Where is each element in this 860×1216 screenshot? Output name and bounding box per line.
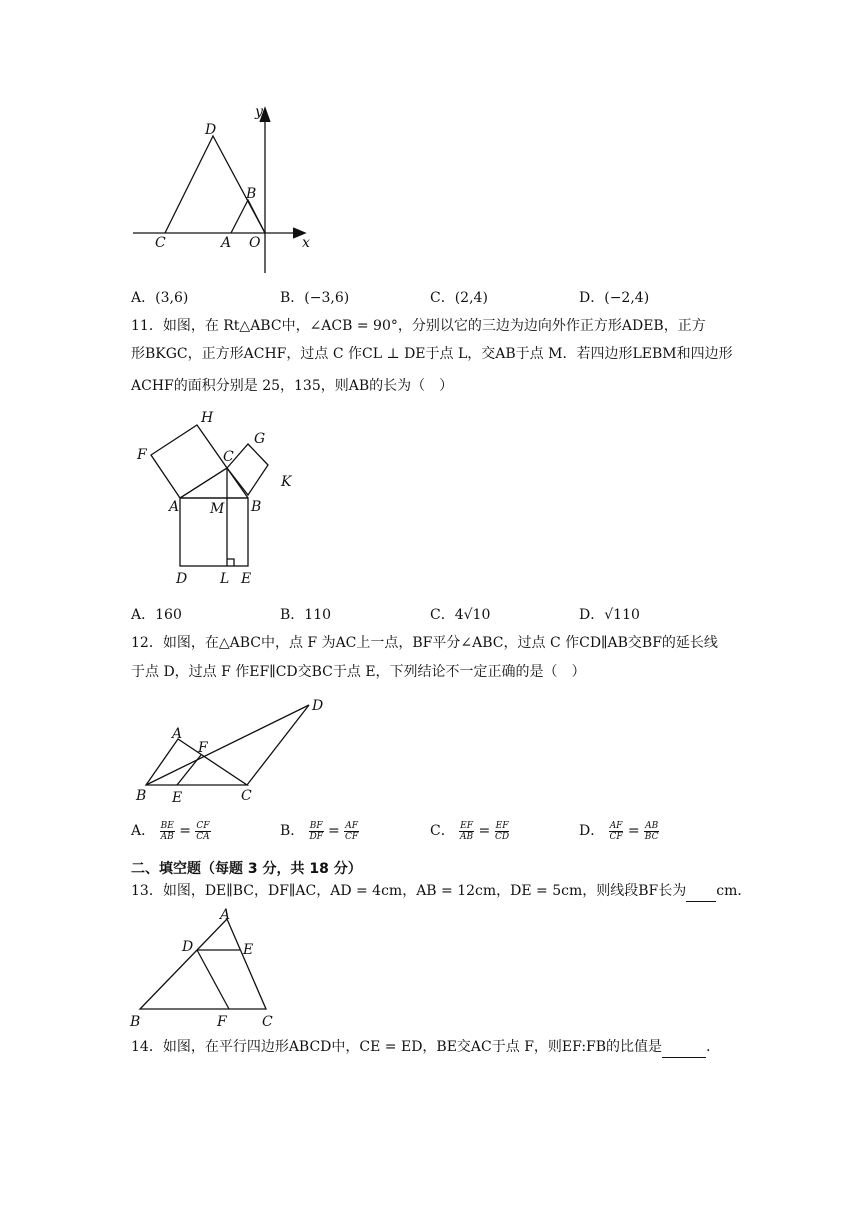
triangle-abc [140, 919, 266, 1009]
right-angle-mark [227, 559, 234, 566]
label-c: C [223, 449, 234, 465]
q14-text: 14．如图，在平行四边形ABCD中，CE = ED，BE交AC于点 F，则EF:FB的比值是 ． [131, 1037, 720, 1058]
fraction: $\frac{EF}{CD}$ [495, 820, 510, 842]
q12-line-2: 于点 D，过点 F 作EF∥CD交BC于点 E，下列结论不一定正确的是（ ） [131, 664, 586, 680]
label-d: D [176, 571, 188, 587]
q11-line-1: 11．如图，在 Rt△ABC中，∠ACB = 90°，分别以它的三边为边向外作正方形ADEB，正方 [131, 318, 706, 334]
answer-blank[interactable] [686, 881, 716, 902]
fraction: $\frac{BE}{AB}$ [160, 820, 174, 842]
q13-figure [125, 905, 285, 1035]
q11-choice-b[interactable]: B．110 [280, 607, 332, 623]
label-k: K [281, 474, 292, 490]
q12-line-1: 12．如图，在△ABC中，点 F 为AC上一点，BF平分∠ABC，过点 C 作CD∥AB交BF的延长线 [131, 635, 718, 651]
triangle-cdo [165, 136, 265, 233]
label-b: B [130, 1014, 141, 1030]
label-d: D [312, 698, 324, 714]
q10-choice-d[interactable]: D．(−2,4) [579, 290, 650, 306]
label-b: B [246, 186, 257, 202]
segment-ef [177, 755, 201, 785]
answer-blank[interactable] [662, 1037, 706, 1058]
q10-choice-a[interactable]: A．(3,6) [131, 290, 189, 306]
label-c: C [241, 788, 252, 804]
label-g: G [254, 431, 266, 447]
q11-choice-a[interactable]: A．160 [131, 607, 182, 623]
q10-choice-b[interactable]: B．(−3,6) [280, 290, 350, 306]
label-f: F [137, 447, 147, 463]
label-b: B [136, 788, 147, 804]
q11-line-3: ACHF的面积分别是 25，135，则AB的长为（ ） [131, 378, 454, 394]
q11-figure [130, 405, 310, 590]
section-heading: 二、填空题（每题 3 分，共 18 分） [131, 861, 362, 877]
label-e: E [172, 790, 183, 806]
label-o: O [249, 235, 261, 251]
q12-choice-b[interactable]: B． $\frac{BF}{DF}$ = $\frac{AF}{CF}$ [280, 820, 359, 842]
q12-choice-c[interactable]: C． $\frac{EF}{AB}$ = $\frac{EF}{CD}$ [430, 820, 510, 842]
fraction: $\frac{AB}{BC}$ [644, 820, 659, 842]
label-d: D [205, 122, 217, 138]
q12-choice-d[interactable]: D． $\frac{AF}{CF}$ = $\frac{AB}{BC}$ [579, 820, 659, 842]
q12-choice-a[interactable]: A． $\frac{BE}{AB}$ = $\frac{CF}{CA}$ [131, 820, 210, 842]
label-c: C [155, 235, 166, 251]
label-b: B [251, 499, 262, 515]
q12-figure [130, 693, 330, 808]
q11-choice-c[interactable]: C．4√10 [430, 607, 491, 623]
label-h: H [201, 410, 214, 426]
label-a: A [172, 726, 183, 742]
label-d: D [182, 939, 194, 955]
q10-figure [125, 98, 325, 278]
segment-cb [227, 468, 248, 498]
label-a: A [221, 235, 232, 251]
segment-ac [180, 468, 227, 498]
label-x: x [302, 235, 310, 251]
q10-choice-c[interactable]: C．(2,4) [430, 290, 488, 306]
label-e: E [243, 942, 254, 958]
fraction: $\frac{EF}{AB}$ [460, 820, 474, 842]
label-c: C [262, 1014, 273, 1030]
label-a: A [169, 499, 180, 515]
label-l: L [220, 571, 230, 587]
label-y: y [255, 104, 263, 120]
q11-line-2: 形BKGC，正方形ACHF，过点 C 作CL ⊥ DE于点 L，交AB于点 M．若四边形LEBM和四边形 [131, 346, 733, 362]
label-f: F [198, 740, 208, 756]
segment-cd [247, 705, 309, 785]
label-f: F [217, 1014, 227, 1030]
segment-df [197, 950, 229, 1009]
segment-bd [146, 705, 309, 785]
q11-choice-d[interactable]: D．√110 [579, 607, 640, 623]
fraction: $\frac{CF}{CA}$ [196, 820, 210, 842]
label-m: M [210, 501, 225, 517]
square-achf [151, 425, 227, 498]
q13-text: 13．如图，DE∥BC，DF∥AC，AD = 4cm，AB = 12cm，DE = 5cm，则线段BF长为 cm． [131, 881, 751, 902]
fraction: $\frac{AF}{CF}$ [345, 820, 359, 842]
triangle-abo [231, 200, 265, 233]
fraction: $\frac{BF}{DF}$ [309, 820, 323, 842]
label-e: E [241, 571, 252, 587]
label-a: A [220, 907, 231, 923]
fraction: $\frac{AF}{CF}$ [609, 820, 623, 842]
